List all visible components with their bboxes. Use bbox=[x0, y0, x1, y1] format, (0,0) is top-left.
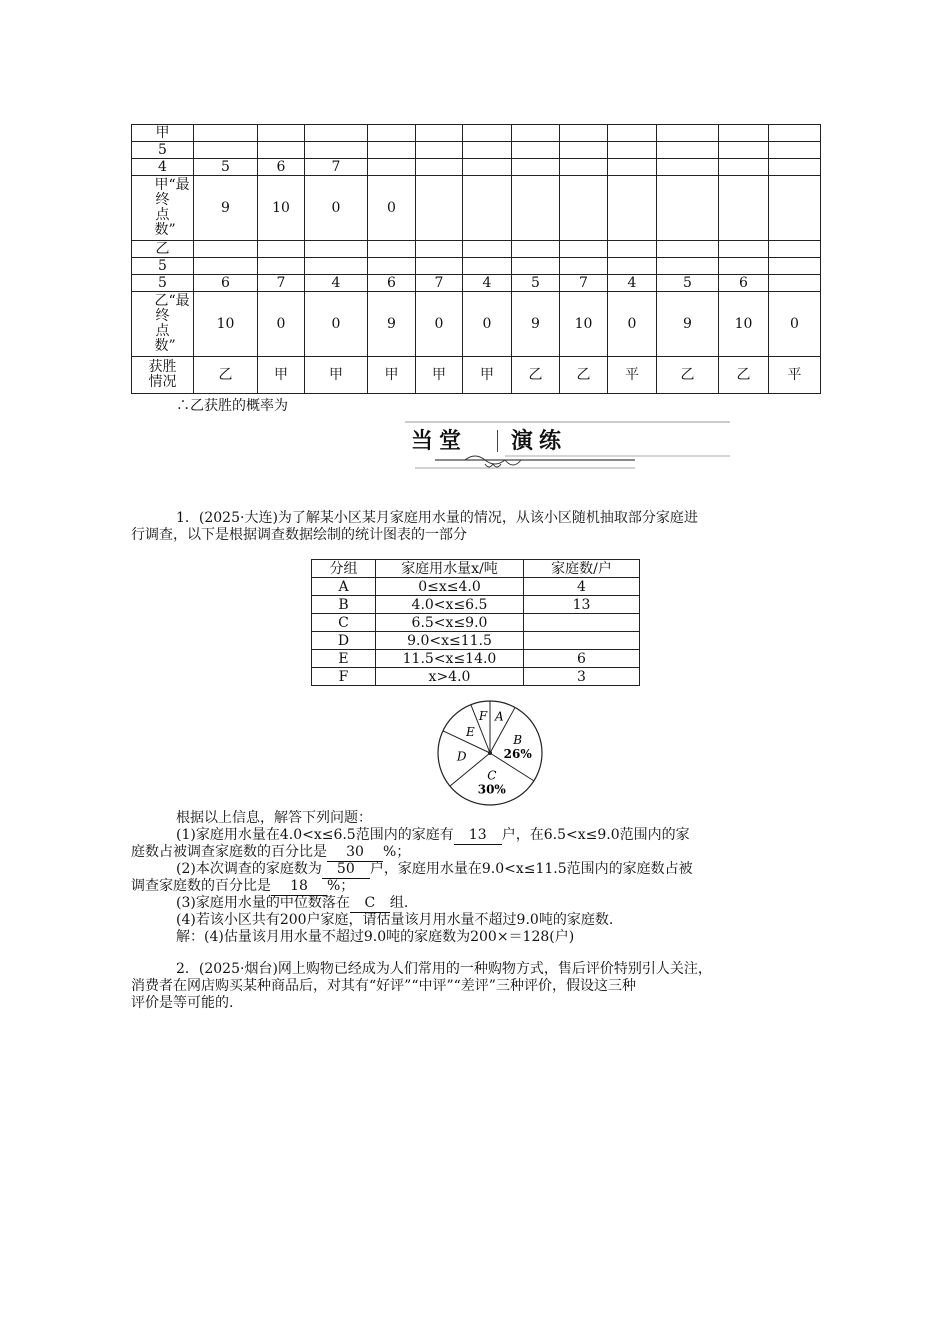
p3-answer: C bbox=[350, 895, 390, 913]
yi-row2-cell: 4 bbox=[305, 275, 368, 292]
pie-percent-c: 30% bbox=[477, 782, 506, 797]
p1-answer-1: 13 bbox=[454, 827, 502, 845]
jia-row2 bbox=[132, 159, 821, 176]
jia-label-row bbox=[132, 125, 821, 142]
yi-row2-cell: 4 bbox=[608, 275, 657, 292]
q1-part3 bbox=[176, 895, 408, 913]
jia-final-cell: 0 bbox=[305, 176, 368, 241]
banner-separator bbox=[497, 430, 498, 452]
yi-final-cell: 0 bbox=[769, 292, 821, 357]
yi-row2-cell: 4 bbox=[463, 275, 512, 292]
yi-row2-cell: 7 bbox=[560, 275, 608, 292]
p2-text-b: 户，家庭用水量在9.0<x≤11.5范围内的家庭数占被 bbox=[369, 861, 693, 877]
yi-final-cell: 0 bbox=[463, 292, 512, 357]
yi-final-cell: 0 bbox=[608, 292, 657, 357]
range-cell: x>4.0 bbox=[376, 668, 524, 686]
q1-intro: 根据以上信息，解答下列问题： bbox=[176, 810, 372, 826]
p1-answer-2: 30 bbox=[327, 844, 383, 862]
result-cell: 乙 bbox=[560, 357, 608, 394]
jia-label: 甲 bbox=[132, 125, 194, 142]
jia-row1 bbox=[132, 142, 821, 159]
range-cell: 0≤x≤4.0 bbox=[376, 578, 524, 596]
header-cell: 分组 bbox=[312, 560, 376, 578]
yi-final-cell: 10 bbox=[719, 292, 769, 357]
table-row bbox=[312, 668, 640, 686]
p1-text-c: 庭数占被调查家庭数的百分比是 bbox=[131, 844, 327, 860]
yi-row2-cell: 5 bbox=[512, 275, 560, 292]
yi-final-cell: 9 bbox=[368, 292, 416, 357]
group-cell: D bbox=[312, 632, 376, 650]
result-row bbox=[132, 357, 821, 394]
q1-part4: (4)若该小区共有200户家庭，请估量该月用水量不超过9.0吨的家庭数. bbox=[176, 912, 614, 928]
count-cell bbox=[524, 614, 640, 632]
jia-row2-cell: 4 bbox=[132, 159, 194, 176]
pie-percent-b: 26% bbox=[503, 746, 532, 761]
q1-solution: 解：(4)估量该月用水量不超过9.0吨的家庭数为200×＝128(户) bbox=[176, 929, 575, 945]
yi-row2-cell: 5 bbox=[132, 275, 194, 292]
pie-label-d: D bbox=[456, 749, 467, 764]
water-usage-pie-chart bbox=[435, 700, 545, 810]
pie-label-e: E bbox=[466, 725, 475, 740]
pie-label-f: F bbox=[478, 709, 488, 724]
yi-label-row bbox=[132, 241, 821, 258]
count-cell: 6 bbox=[524, 650, 640, 668]
p1-text-b: 户，在6.5<x≤9.0范围内的家 bbox=[501, 827, 690, 843]
result-cell: 甲 bbox=[368, 357, 416, 394]
range-cell: 6.5<x≤9.0 bbox=[376, 614, 524, 632]
yi-final-row bbox=[132, 292, 821, 357]
result-cell: 甲 bbox=[258, 357, 305, 394]
p2-answer-1: 50 bbox=[322, 861, 370, 879]
p2-text-a: (2)本次调查的家庭数为 bbox=[176, 861, 322, 877]
header-cell: 家庭用水量x/吨 bbox=[376, 560, 524, 578]
count-cell: 3 bbox=[524, 668, 640, 686]
section-banner bbox=[395, 420, 735, 480]
yi-row1-cell: 5 bbox=[132, 258, 194, 275]
pie-label-c: C bbox=[487, 768, 497, 783]
count-cell bbox=[524, 632, 640, 650]
q2-line1: 2．(2025·烟台)网上购物已经成为人们常用的一种购物方式，售后评价特别引人关注， bbox=[176, 961, 712, 977]
result-cell: 甲 bbox=[305, 357, 368, 394]
yi-row2-cell: 7 bbox=[416, 275, 463, 292]
table-row bbox=[312, 614, 640, 632]
jia-final-row bbox=[132, 176, 821, 241]
yi-final-cell: 9 bbox=[657, 292, 719, 357]
p2-text-c: 调查家庭数的百分比是 bbox=[131, 878, 271, 894]
water-usage-table bbox=[311, 559, 640, 686]
q1-part2-line1 bbox=[176, 861, 693, 879]
yi-final-cell: 0 bbox=[416, 292, 463, 357]
yi-final-cell: 10 bbox=[560, 292, 608, 357]
jia-row2-cell: 6 bbox=[258, 159, 305, 176]
jia-row1-cell: 5 bbox=[132, 142, 194, 159]
yi-final-cell: 10 bbox=[194, 292, 258, 357]
count-cell: 13 bbox=[524, 596, 640, 614]
group-cell: E bbox=[312, 650, 376, 668]
banner-left: 当堂 bbox=[411, 429, 468, 454]
result-cell: 平 bbox=[608, 357, 657, 394]
jia-final-cell: 9 bbox=[194, 176, 258, 241]
result-cell: 乙 bbox=[657, 357, 719, 394]
jia-row2-cell: 5 bbox=[194, 159, 258, 176]
group-cell: F bbox=[312, 668, 376, 686]
yi-row1 bbox=[132, 258, 821, 275]
table-row bbox=[312, 578, 640, 596]
q1-part1-line2 bbox=[131, 844, 410, 862]
q1-part1-line1 bbox=[176, 827, 690, 845]
yi-row2-cell: 6 bbox=[194, 275, 258, 292]
result-cell: 平 bbox=[769, 357, 821, 394]
count-cell: 4 bbox=[524, 578, 640, 596]
yi-row2-cell: 6 bbox=[368, 275, 416, 292]
p2-text-d: %； bbox=[327, 878, 355, 894]
yi-final-cell: 0 bbox=[305, 292, 368, 357]
yi-row2-cell: 6 bbox=[719, 275, 769, 292]
jia-row2-cell: 7 bbox=[305, 159, 368, 176]
result-cell: 乙 bbox=[719, 357, 769, 394]
pie-center bbox=[488, 751, 492, 755]
pie-label-b: B bbox=[513, 732, 523, 747]
table-row bbox=[312, 596, 640, 614]
header-cell: 家庭数/户 bbox=[524, 560, 640, 578]
range-cell: 4.0<x≤6.5 bbox=[376, 596, 524, 614]
game-result-table bbox=[131, 124, 821, 394]
q1-part2-line2 bbox=[131, 878, 354, 896]
q1-line2: 行调查，以下是根据调查数据绘制的统计图表的一部分 bbox=[131, 527, 467, 543]
p1-text-a: (1)家庭用水量在4.0<x≤6.5范围内的家庭有 bbox=[176, 827, 454, 843]
p3-text-a: (3)家庭用水量的中位数落在 bbox=[176, 895, 350, 911]
result-cell: 甲 bbox=[416, 357, 463, 394]
p1-text-d: %； bbox=[383, 844, 411, 860]
p2-answer-2: 18 bbox=[271, 878, 327, 896]
q2-line2: 消费者在网店购买某种商品后，对其有“好评”“中评”“差评”三种评价，假设这三种 bbox=[131, 978, 636, 994]
yi-final-cell: 0 bbox=[258, 292, 305, 357]
p3-text-b: 组. bbox=[389, 895, 409, 911]
yi-row2-cell: 7 bbox=[258, 275, 305, 292]
water-table-header bbox=[312, 560, 640, 578]
yi-row2 bbox=[132, 275, 821, 292]
jia-final-cell: 10 bbox=[258, 176, 305, 241]
group-cell: B bbox=[312, 596, 376, 614]
yi-final-label: 乙“最终点数” bbox=[132, 292, 194, 357]
yi-row2-cell: 5 bbox=[657, 275, 719, 292]
q1-line1: 1．(2025·大连)为了解某小区某月家庭用水量的情况，从该小区随机抽取部分家庭进 bbox=[176, 510, 698, 526]
result-cell: 乙 bbox=[512, 357, 560, 394]
banner-right: 演练 bbox=[511, 429, 568, 454]
jia-final-label: 甲“最终点数” bbox=[132, 176, 194, 241]
result-label: 获胜情况 bbox=[132, 357, 194, 394]
jia-final-cell: 0 bbox=[368, 176, 416, 241]
table-row bbox=[312, 650, 640, 668]
table-row bbox=[312, 632, 640, 650]
group-cell: C bbox=[312, 614, 376, 632]
result-cell: 乙 bbox=[194, 357, 258, 394]
range-cell: 9.0<x≤11.5 bbox=[376, 632, 524, 650]
pie-label-a: A bbox=[494, 709, 504, 724]
conclusion-text: ∴乙获胜的概率为 bbox=[176, 398, 288, 414]
range-cell: 11.5<x≤14.0 bbox=[376, 650, 524, 668]
group-cell: A bbox=[312, 578, 376, 596]
q2-line3: 评价是等可能的. bbox=[131, 995, 234, 1011]
result-cell: 甲 bbox=[463, 357, 512, 394]
yi-label: 乙 bbox=[132, 241, 194, 258]
yi-final-cell: 9 bbox=[512, 292, 560, 357]
